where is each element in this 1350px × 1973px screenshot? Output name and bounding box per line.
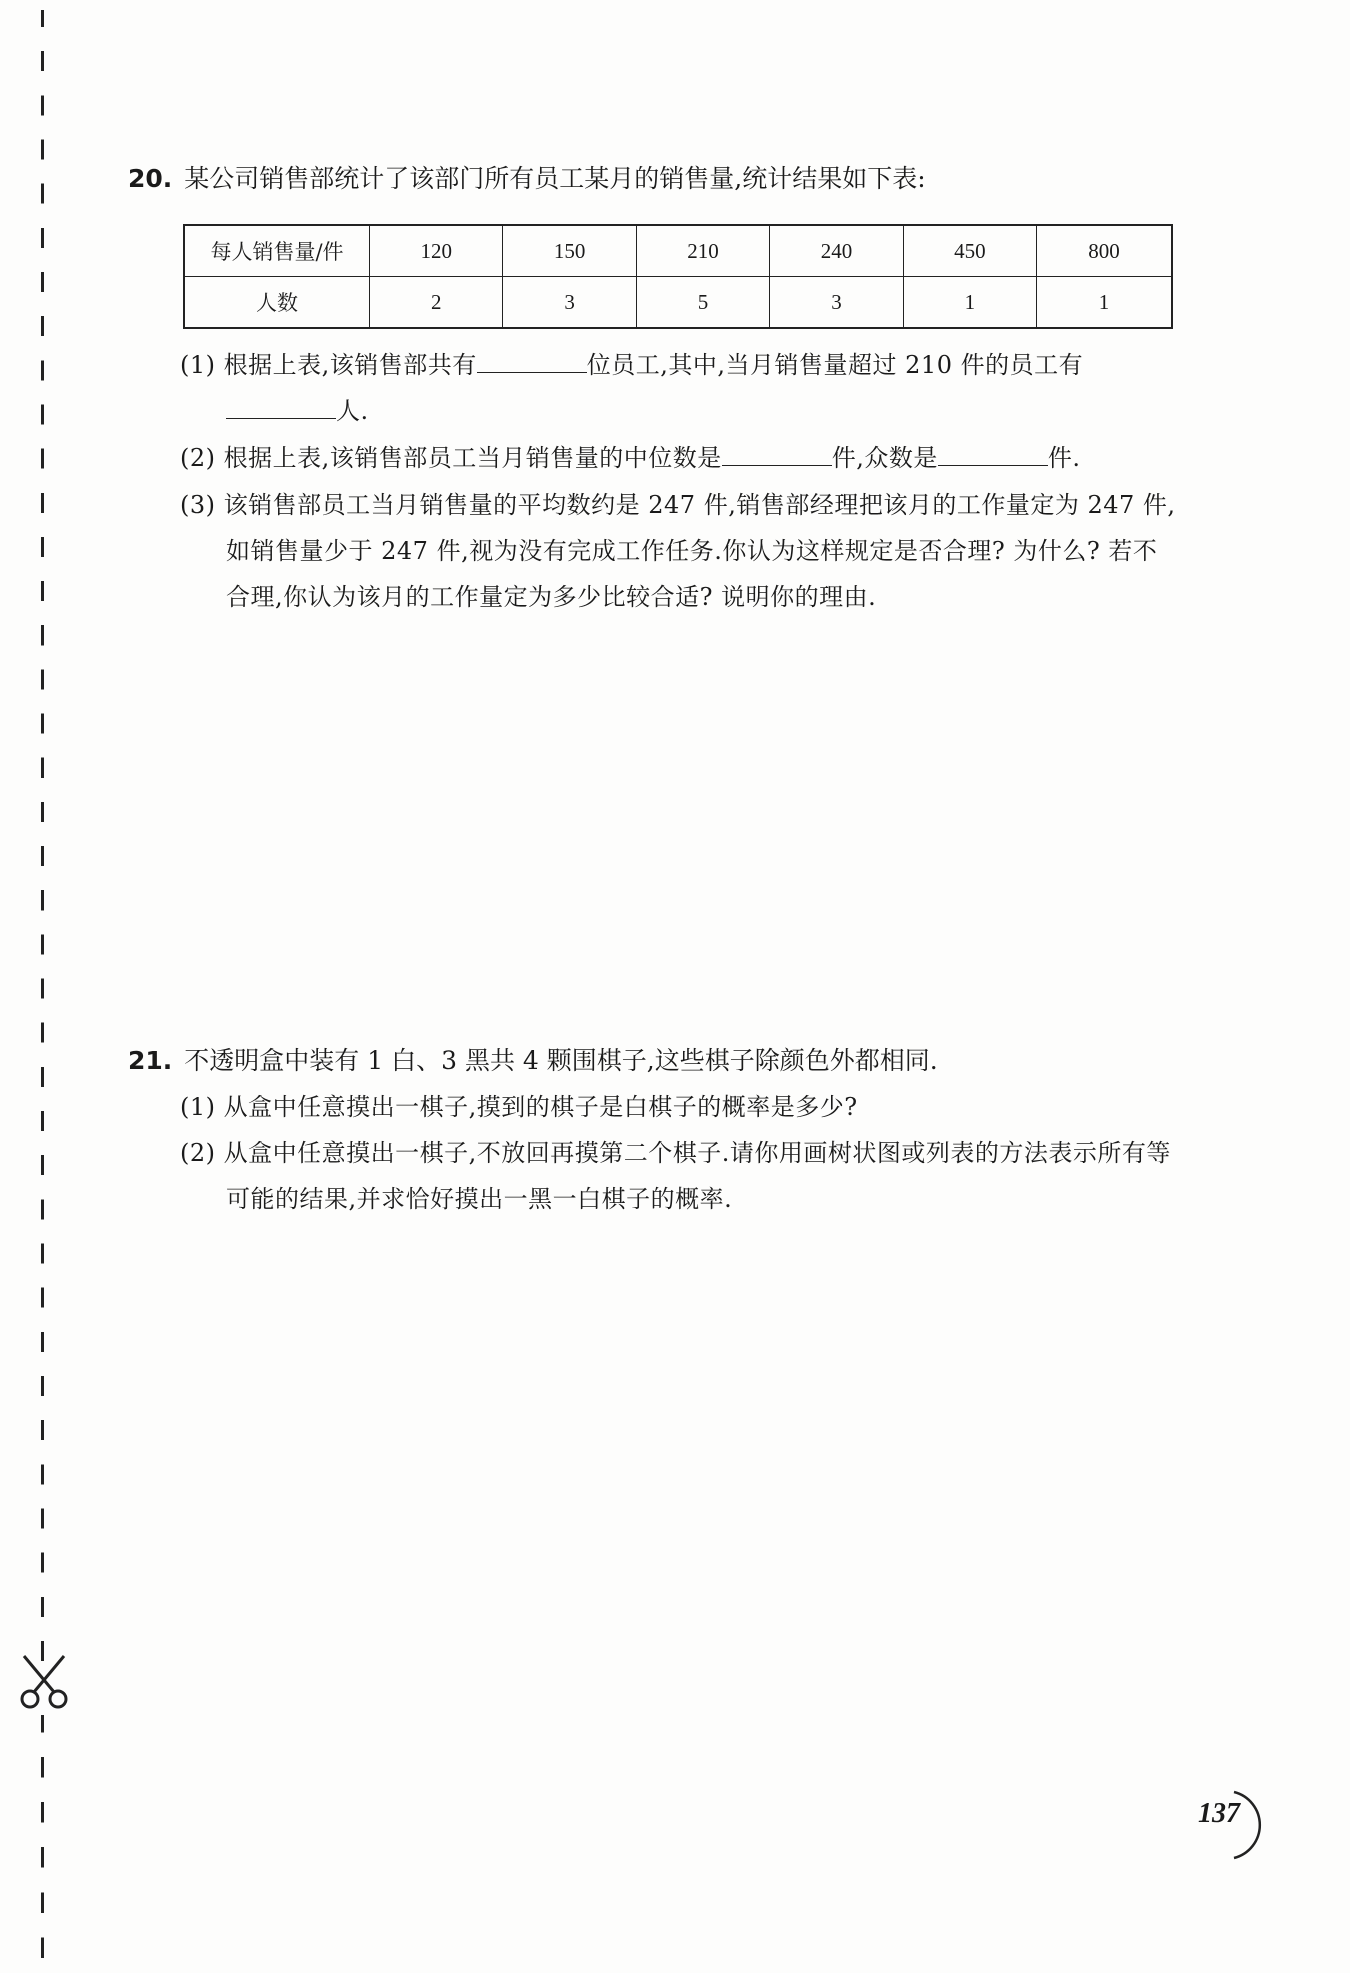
q21-number: 21. — [128, 1046, 173, 1075]
q20-part1-text-a: (1) 根据上表,该销售部共有 — [180, 351, 477, 379]
table-header-counts: 人数 — [184, 277, 370, 329]
answer-blank-total[interactable] — [477, 350, 587, 373]
q21-part1-text: (1) 从盒中任意摸出一棋子,摸到的棋子是白棋子的概率是多少? — [180, 1093, 858, 1121]
q20-part1 — [180, 342, 1180, 434]
answer-blank-over-210[interactable] — [226, 396, 336, 419]
q20-part1-text-b: 位员工,其中,当月销售量超过 210 件的员工有 — [586, 351, 1084, 379]
q20-number: 20. — [128, 164, 173, 193]
table-cell: 210 — [636, 225, 769, 277]
table-cell: 3 — [770, 277, 903, 329]
table-cell: 240 — [770, 225, 903, 277]
table-row-counts — [184, 277, 1172, 329]
q21-part2-text: (2) 从盒中任意摸出一棋子,不放回再摸第二个棋子.请你用画树状图或列表的方法表示所有等可能的结果,并求恰好摸出一黑一白棋子的概率. — [180, 1139, 1171, 1213]
q20-part3 — [180, 482, 1180, 620]
page-number-arc — [1228, 1790, 1278, 1860]
cut-line-upper — [41, 10, 44, 1665]
page-number: 137 — [1198, 1798, 1240, 1829]
q20-part2-text-c: 件. — [1047, 444, 1081, 472]
q21-stem-text: 不透明盒中装有 1 白、3 黑共 4 颗围棋子,这些棋子除颜色外都相同. — [184, 1046, 938, 1075]
table-cell: 450 — [903, 225, 1036, 277]
scissors-icon — [18, 1652, 70, 1710]
answer-blank-mode[interactable] — [938, 443, 1048, 466]
table-cell: 150 — [503, 225, 636, 277]
table-cell: 800 — [1037, 225, 1172, 277]
table-cell: 3 — [503, 277, 636, 329]
table-row-sales — [184, 225, 1172, 277]
table-cell: 5 — [636, 277, 769, 329]
table-cell: 1 — [1037, 277, 1172, 329]
q21-part2 — [180, 1130, 1180, 1222]
q21-part1 — [180, 1084, 1180, 1130]
table-cell: 120 — [370, 225, 503, 277]
q21-stem — [128, 1044, 938, 1078]
q20-part1-text-c: 人. — [336, 397, 369, 425]
answer-blank-median[interactable] — [722, 443, 832, 466]
q20-stem-text: 某公司销售部统计了该部门所有员工某月的销售量,统计结果如下表: — [184, 164, 926, 193]
table-header-sales: 每人销售量/件 — [184, 225, 370, 277]
q20-part2-text-b: 件,众数是 — [831, 444, 938, 472]
table-cell: 1 — [903, 277, 1036, 329]
q20-stem — [128, 162, 926, 196]
q20-part2-text-a: (2) 根据上表,该销售部员工当月销售量的中位数是 — [180, 444, 722, 472]
q20-part2 — [180, 435, 1180, 481]
table-cell: 2 — [370, 277, 503, 329]
sales-table — [183, 224, 1173, 329]
q20-part3-text: (3) 该销售部员工当月销售量的平均数约是 247 件,销售部经理把该月的工作量定为 247 件,如销售量少于 247 件,视为没有完成工作任务.你认为这样规定是否合理? 为什么? 若不合理,你认为该月的工作量定为多少比较合适? 说明你的理由. — [180, 491, 1176, 611]
cut-line-lower — [41, 1715, 44, 1960]
